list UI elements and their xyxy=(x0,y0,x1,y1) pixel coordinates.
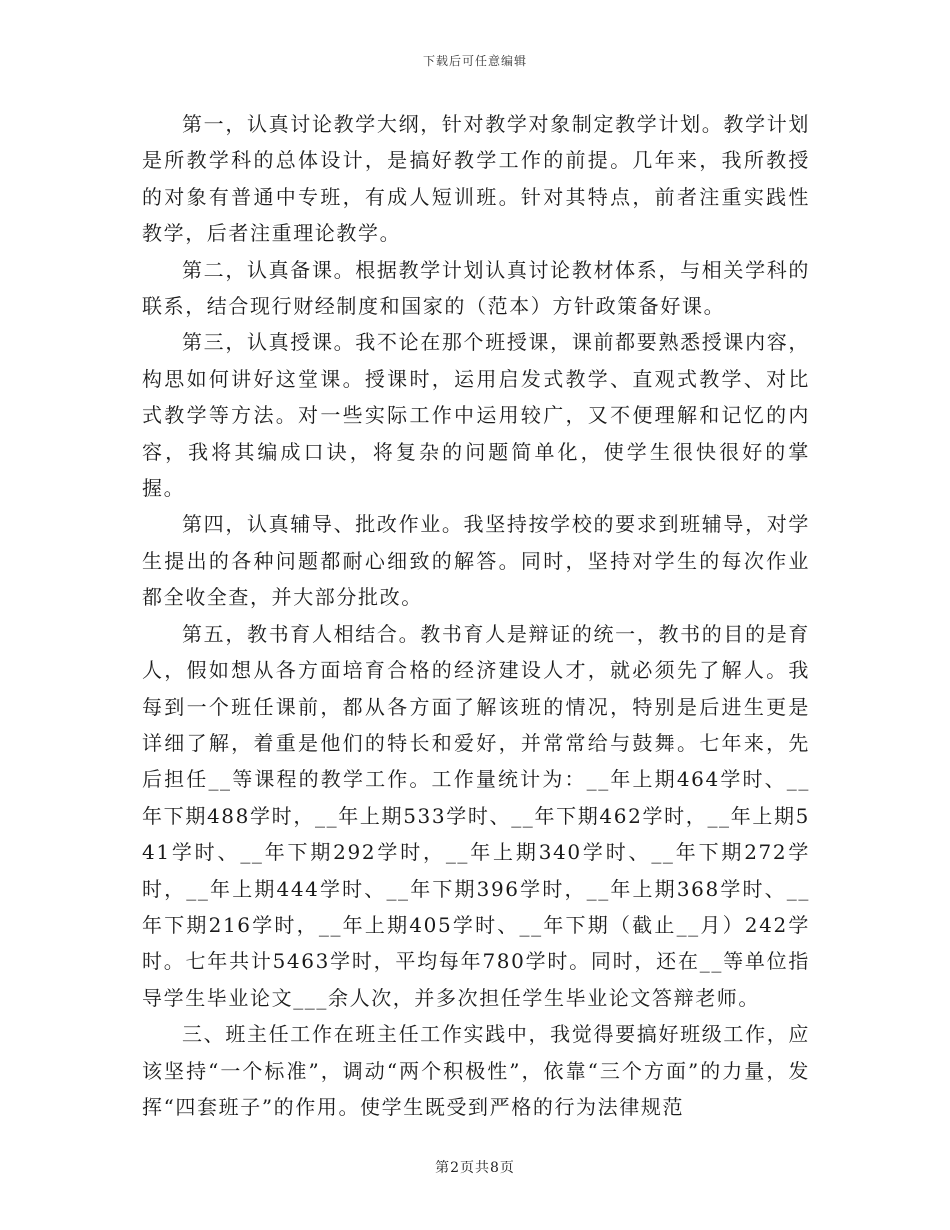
page-header: 下载后可任意编辑 xyxy=(422,54,527,68)
paragraph-4: 第四，认真辅导、批改作业。我坚持按学校的要求到班辅导，对学生提出的各种问题都耐心细致的解答。同时，坚持对学生的每次作业都全收全查，并大部分批改。 xyxy=(142,512,810,610)
paragraph-5: 第五，教书育人相结合。教书育人是辩证的统一，教书的目的是育人，假如想从各方面培育合格的经济建设人才，就必须先了解人。我每到一个班任课前，都从各方面了解该班的情况，特别是后进生更是详细了解，着重是他们的特长和爱好，并常常给与鼓舞。七年来，先后担任__等课程的教学工作。工作量统计为：__年上期464学时、__年下期488学时，__年上期533学时、__年下期462学时，__年上期541学时、__年下期292学时，__年上期340学时、__年下期272学时，__年上期444学时、__年下期396学时，__年上期368学时、__年下期216学时，__年上期405学时、__年下期（截止__月）242学时。七年共计5463学时，平均每年780学时。同时，还在__等单位指导学生毕业论文___余人次，并多次担任学生毕业论文答辩老师。 xyxy=(142,621,810,1010)
document-body xyxy=(142,106,810,1125)
paragraph-3: 第三，认真授课。我不论在那个班授课，课前都要熟悉授课内容，构思如何讲好这堂课。授课时，运用启发式教学、直观式教学、对比式教学等方法。对一些实际工作中运用较广，又不便理解和记忆的内容，我将其编成口诀，将复杂的问题简单化，使学生很快很好的掌握。 xyxy=(142,330,810,501)
paragraph-1: 第一，认真讨论教学大纲，针对教学对象制定教学计划。教学计划是所教学科的总体设计，是搞好教学工作的前提。几年来，我所教授的对象有普通中专班，有成人短训班。针对其特点，前者注重实践性教学，后者注重理论教学。 xyxy=(142,112,810,246)
paragraph-2: 第二，认真备课。根据教学计划认真讨论教材体系，与相关学科的联系，结合现行财经制度和国家的（范本）方针政策备好课。 xyxy=(142,257,810,319)
page-footer: 第2页共8页 xyxy=(435,1160,515,1176)
paragraph-6: 三、班主任工作在班主任工作实践中，我觉得要搞好班级工作，应该坚持“一个标准”，调动“两个积极性”，依靠“三个方面”的力量，发挥“四套班子”的作用。使学生既受到严格的行为法律规范 xyxy=(142,1022,810,1119)
